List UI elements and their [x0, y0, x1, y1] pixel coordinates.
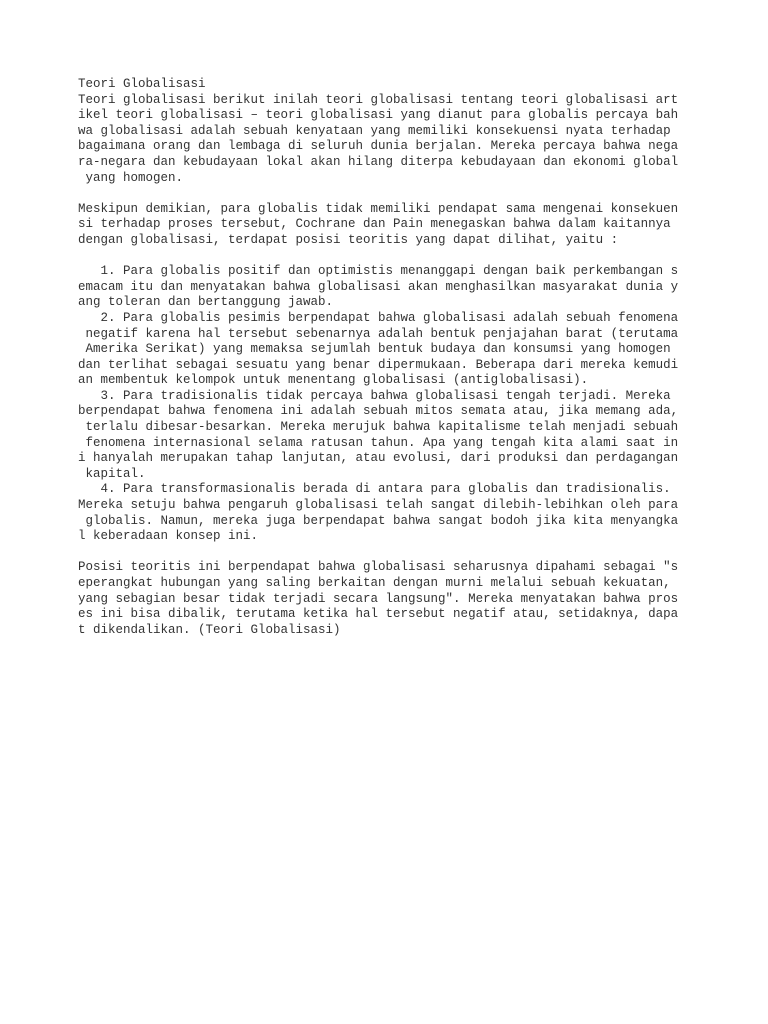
text-line: si terhadap proses tersebut, Cochrane dan Pain menegaskan bahwa dalam kaitannya [78, 217, 671, 232]
text-line: l keberadaan konsep ini. [78, 529, 259, 544]
text-line: ang toleran dan bertanggung jawab. [78, 295, 334, 310]
text-line: es ini bisa dibalik, terutama ketika hal tersebut negatif atau, setidaknya, dapa [78, 607, 679, 622]
text-line: i hanyalah merupakan tahap lanjutan, atau evolusi, dari produksi dan perdagangan [78, 451, 679, 466]
text-line: t dikendalikan. (Teori Globalisasi) [78, 622, 341, 637]
text-line: kapital. [78, 466, 146, 481]
text-line: negatif karena hal tersebut sebenarnya adalah bentuk penjajahan barat (terutama [78, 326, 679, 341]
text-line: fenomena internasional selama ratusan tahun. Apa yang tengah kita alami saat in [78, 435, 679, 450]
second-paragraph [78, 202, 758, 249]
list-item [78, 311, 758, 389]
intro-paragraph [78, 93, 758, 187]
closing-paragraph [78, 560, 758, 638]
text-line: berpendapat bahwa fenomena ini adalah sebuah mitos semata atau, jika memang ada, [78, 404, 679, 419]
blank-line [78, 545, 758, 561]
list-item [78, 389, 758, 483]
text-line: an membentuk kelompok untuk menentang globalisasi (antiglobalisasi). [78, 373, 589, 388]
text-line: Mereka setuju bahwa pengaruh globalisasi telah sangat dilebih-lebihkan oleh para [78, 498, 679, 513]
text-line: 3. Para tradisionalis tidak percaya bahwa globalisasi tengah terjadi. Mereka [78, 388, 671, 403]
text-line: Teori globalisasi berikut inilah teori globalisasi tentang teori globalisasi art [78, 92, 679, 107]
text-line: terlalu dibesar-besarkan. Mereka merujuk bahwa kapitalisme telah menjadi sebuah [78, 420, 679, 435]
list-item [78, 482, 758, 544]
list-item [78, 264, 758, 311]
blank-line [78, 249, 758, 265]
text-line: ra-negara dan kebudayaan lokal akan hilang diterpa kebudayaan dan ekonomi global [78, 154, 679, 169]
text-line: 4. Para transformasionalis berada di antara para globalis dan tradisionalis. [78, 482, 671, 497]
document-title: Teori Globalisasi [78, 77, 206, 91]
text-line: Meskipun demikian, para globalis tidak memiliki pendapat sama mengenai konsekuen [78, 201, 679, 216]
document-page [78, 77, 758, 638]
text-line: 1. Para globalis positif dan optimistis menanggapi dengan baik perkembangan s [78, 264, 679, 279]
text-line: yang homogen. [78, 170, 184, 185]
text-line: ikel teori globalisasi – teori globalisasi yang dianut para globalis percaya bah [78, 108, 679, 123]
text-line: bagaimana orang dan lembaga di seluruh dunia berjalan. Mereka percaya bahwa nega [78, 139, 679, 154]
text-line: dan terlihat sebagai sesuatu yang benar dipermukaan. Beberapa dari mereka kemudi [78, 357, 679, 372]
text-line: emacam itu dan menyatakan bahwa globalisasi akan menghasilkan masyarakat dunia y [78, 279, 679, 294]
text-line: dengan globalisasi, terdapat posisi teoritis yang dapat dilihat, yaitu : [78, 232, 619, 247]
text-line: Posisi teoritis ini berpendapat bahwa globalisasi seharusnya dipahami sebagai "s [78, 560, 679, 575]
text-line: 2. Para globalis pesimis berpendapat bahwa globalisasi adalah sebuah fenomena [78, 310, 679, 325]
text-line: globalis. Namun, mereka juga berpendapat bahwa sangat bodoh jika kita menyangka [78, 513, 679, 528]
text-line: yang sebagian besar tidak terjadi secara langsung". Mereka menyatakan bahwa pros [78, 591, 679, 606]
numbered-list [78, 264, 758, 545]
text-line: Amerika Serikat) yang memaksa sejumlah bentuk budaya dan konsumsi yang homogen [78, 342, 671, 357]
text-line: eperangkat hubungan yang saling berkaitan dengan murni melalui sebuah kekuatan, [78, 576, 671, 590]
text-line: wa globalisasi adalah sebuah kenyataan yang memiliki konsekuensi nyata terhadap [78, 123, 671, 138]
blank-line [78, 186, 758, 202]
